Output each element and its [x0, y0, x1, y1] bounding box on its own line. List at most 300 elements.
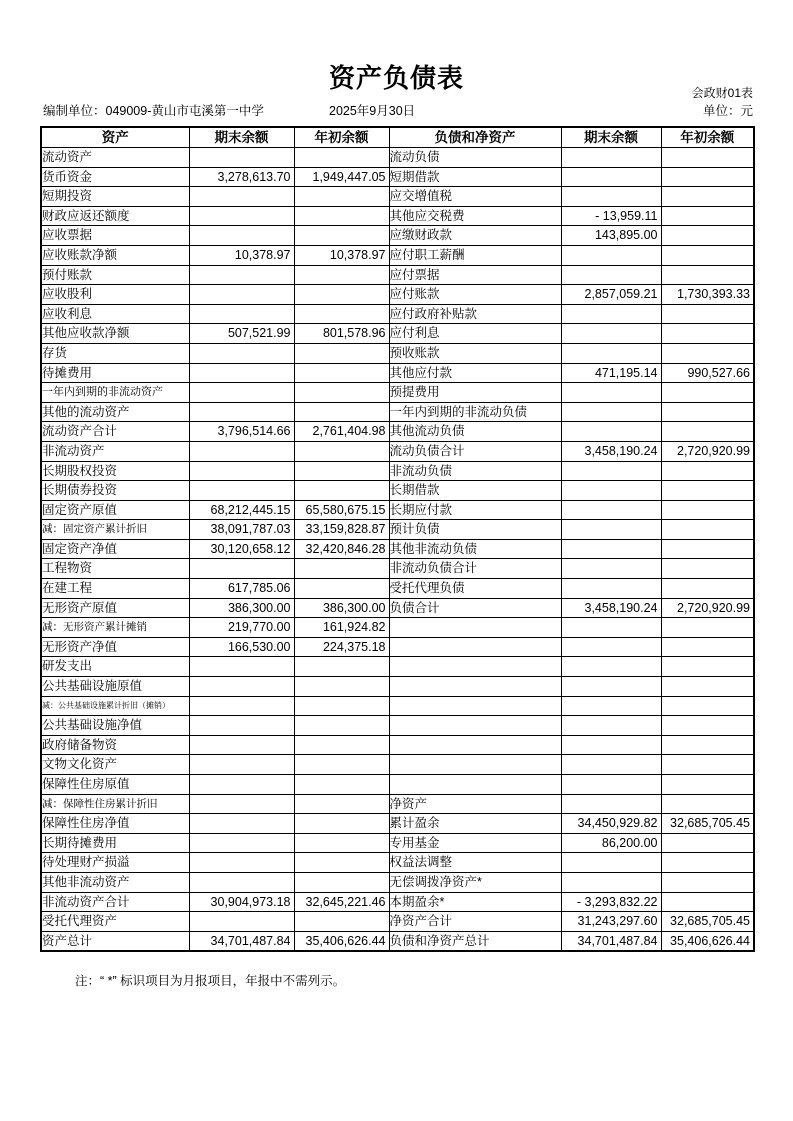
- liability-ending-balance: [561, 500, 661, 520]
- table-row: [41, 148, 754, 168]
- table-row: [41, 579, 754, 599]
- liability-beginning-balance: [661, 872, 754, 892]
- asset-item-label: 减：无形资产累计摊销: [41, 618, 189, 638]
- liability-beginning-balance: [661, 343, 754, 363]
- asset-beginning-balance: [294, 559, 389, 579]
- asset-ending-balance: [189, 559, 294, 579]
- liability-item-label: 预提费用: [389, 383, 561, 403]
- liability-ending-balance: [561, 461, 661, 481]
- asset-beginning-balance: [294, 206, 389, 226]
- liability-item-label: 流动负债: [389, 148, 561, 168]
- liability-item-label: 负债合计: [389, 598, 561, 618]
- liability-beginning-balance: 2,720,920.99: [661, 441, 754, 461]
- asset-ending-balance: [189, 775, 294, 795]
- liability-item-label: [389, 618, 561, 638]
- asset-beginning-balance: 386,300.00: [294, 598, 389, 618]
- liability-item-label: [389, 696, 561, 716]
- asset-ending-balance: [189, 187, 294, 207]
- table-row: [41, 931, 754, 951]
- liability-item-label: 应付职工薪酬: [389, 245, 561, 265]
- page-title: 资产负债表: [328, 63, 464, 93]
- asset-item-label: 预付账款: [41, 265, 189, 285]
- asset-item-label: 受托代理资产: [41, 912, 189, 932]
- liability-beginning-balance: [661, 637, 754, 657]
- asset-item-label: 存货: [41, 343, 189, 363]
- asset-ending-balance: [189, 716, 294, 736]
- liability-ending-balance: [561, 304, 661, 324]
- liability-ending-balance: 34,450,929.82: [561, 814, 661, 834]
- liability-item-label: 应付政府补贴款: [389, 304, 561, 324]
- table-header-row: [41, 127, 754, 148]
- liability-item-label: 长期借款: [389, 481, 561, 501]
- liability-item-label: 净资产合计: [389, 912, 561, 932]
- asset-beginning-balance: [294, 716, 389, 736]
- liability-ending-balance: - 13,959.11: [561, 206, 661, 226]
- liability-beginning-balance: [661, 226, 754, 246]
- asset-ending-balance: 3,796,514.66: [189, 422, 294, 442]
- unit-label: 单位：元: [702, 104, 753, 118]
- asset-ending-balance: 10,378.97: [189, 245, 294, 265]
- asset-beginning-balance: 1,949,447.05: [294, 167, 389, 187]
- asset-beginning-balance: [294, 383, 389, 403]
- liability-item-label: 短期借款: [389, 167, 561, 187]
- asset-item-label: 长期股权投资: [41, 461, 189, 481]
- table-row: [41, 892, 754, 912]
- asset-item-label: 流动资产合计: [41, 422, 189, 442]
- asset-item-label: 流动资产: [41, 148, 189, 168]
- table-row: [41, 245, 754, 265]
- liability-beginning-balance: [661, 559, 754, 579]
- liability-item-label: [389, 716, 561, 736]
- asset-ending-balance: 38,091,787.03: [189, 520, 294, 540]
- asset-ending-balance: [189, 814, 294, 834]
- liability-beginning-balance: [661, 833, 754, 853]
- liability-beginning-balance: [661, 206, 754, 226]
- liability-beginning-balance: 2,720,920.99: [661, 598, 754, 618]
- table-row: [41, 755, 754, 775]
- prepared-by: 编制单位：049009-黄山市屯溪第一中学: [43, 104, 264, 118]
- asset-item-label: 短期投资: [41, 187, 189, 207]
- asset-ending-balance: [189, 657, 294, 677]
- table-row: [41, 461, 754, 481]
- asset-item-label: 非流动资产: [41, 441, 189, 461]
- liability-item-label: 权益法调整: [389, 853, 561, 873]
- asset-ending-balance: 507,521.99: [189, 324, 294, 344]
- liability-beginning-balance: [661, 245, 754, 265]
- liability-beginning-balance: [661, 794, 754, 814]
- asset-item-label: 资产总计: [41, 931, 189, 951]
- liability-beginning-balance: [661, 422, 754, 442]
- asset-item-label: 文物文化资产: [41, 755, 189, 775]
- liability-item-label: 负债和净资产总计: [389, 931, 561, 951]
- column-header-assets-beginning-balance: 年初余额: [294, 127, 389, 148]
- liability-item-label: 其他应交税费: [389, 206, 561, 226]
- asset-ending-balance: [189, 833, 294, 853]
- table-row: [41, 520, 754, 540]
- asset-item-label: 工程物资: [41, 559, 189, 579]
- liability-item-label: 累计盈余: [389, 814, 561, 834]
- liability-item-label: 非流动负债合计: [389, 559, 561, 579]
- table-row: [41, 677, 754, 697]
- table-row: [41, 500, 754, 520]
- liability-item-label: [389, 755, 561, 775]
- asset-beginning-balance: [294, 343, 389, 363]
- asset-ending-balance: [189, 872, 294, 892]
- liability-ending-balance: [561, 696, 661, 716]
- asset-ending-balance: 30,904,973.18: [189, 892, 294, 912]
- table-row: [41, 814, 754, 834]
- liability-ending-balance: [561, 618, 661, 638]
- asset-item-label: 公共基础设施原值: [41, 677, 189, 697]
- asset-beginning-balance: [294, 775, 389, 795]
- liability-ending-balance: [561, 735, 661, 755]
- liability-beginning-balance: [661, 520, 754, 540]
- liability-beginning-balance: [661, 402, 754, 422]
- liability-ending-balance: - 3,293,832.22: [561, 892, 661, 912]
- liability-item-label: 应交增值税: [389, 187, 561, 207]
- asset-ending-balance: [189, 206, 294, 226]
- asset-ending-balance: 68,212,445.15: [189, 500, 294, 520]
- liability-ending-balance: [561, 265, 661, 285]
- liability-ending-balance: 3,458,190.24: [561, 598, 661, 618]
- asset-ending-balance: [189, 402, 294, 422]
- liability-ending-balance: [561, 794, 661, 814]
- asset-ending-balance: 386,300.00: [189, 598, 294, 618]
- liability-ending-balance: 86,200.00: [561, 833, 661, 853]
- asset-beginning-balance: [294, 148, 389, 168]
- liability-item-label: 应缴财政款: [389, 226, 561, 246]
- asset-item-label: 长期待摊费用: [41, 833, 189, 853]
- asset-beginning-balance: [294, 481, 389, 501]
- liability-ending-balance: 143,895.00: [561, 226, 661, 246]
- liability-ending-balance: [561, 853, 661, 873]
- liability-ending-balance: [561, 187, 661, 207]
- liability-beginning-balance: 32,685,705.45: [661, 814, 754, 834]
- asset-beginning-balance: 35,406,626.44: [294, 931, 389, 951]
- liability-beginning-balance: [661, 579, 754, 599]
- table-row: [41, 696, 754, 716]
- asset-item-label: 减：保障性住房累计折旧: [41, 794, 189, 814]
- asset-ending-balance: 34,701,487.84: [189, 931, 294, 951]
- liability-ending-balance: 471,195.14: [561, 363, 661, 383]
- asset-ending-balance: 166,530.00: [189, 637, 294, 657]
- asset-item-label: 应收股利: [41, 285, 189, 305]
- liability-beginning-balance: 990,527.66: [661, 363, 754, 383]
- asset-beginning-balance: [294, 363, 389, 383]
- liability-ending-balance: [561, 775, 661, 795]
- liability-beginning-balance: 35,406,626.44: [661, 931, 754, 951]
- footnote: 注：“ *” 标识项目为月报项目，年报中不需列示。: [75, 974, 346, 988]
- liability-ending-balance: [561, 383, 661, 403]
- liability-ending-balance: [561, 402, 661, 422]
- asset-beginning-balance: [294, 304, 389, 324]
- asset-item-label: 其他应收款净额: [41, 324, 189, 344]
- table-row: [41, 775, 754, 795]
- asset-beginning-balance: [294, 853, 389, 873]
- balance-sheet-table: [40, 126, 755, 952]
- table-row: [41, 422, 754, 442]
- liability-beginning-balance: [661, 735, 754, 755]
- asset-ending-balance: [189, 363, 294, 383]
- liability-beginning-balance: [661, 461, 754, 481]
- asset-beginning-balance: [294, 696, 389, 716]
- liability-ending-balance: [561, 579, 661, 599]
- asset-ending-balance: [189, 755, 294, 775]
- asset-beginning-balance: 10,378.97: [294, 245, 389, 265]
- asset-item-label: 研发支出: [41, 657, 189, 677]
- asset-beginning-balance: [294, 226, 389, 246]
- table-row: [41, 794, 754, 814]
- asset-beginning-balance: 32,645,221.46: [294, 892, 389, 912]
- asset-ending-balance: [189, 794, 294, 814]
- asset-ending-balance: 617,785.06: [189, 579, 294, 599]
- liability-beginning-balance: [661, 892, 754, 912]
- asset-ending-balance: [189, 853, 294, 873]
- table-row: [41, 598, 754, 618]
- table-row: [41, 265, 754, 285]
- liability-item-label: 其他应付款: [389, 363, 561, 383]
- liability-ending-balance: [561, 637, 661, 657]
- asset-item-label: 无形资产原值: [41, 598, 189, 618]
- liability-item-label: 长期应付款: [389, 500, 561, 520]
- liability-beginning-balance: [661, 618, 754, 638]
- liability-item-label: 净资产: [389, 794, 561, 814]
- asset-beginning-balance: [294, 677, 389, 697]
- liability-beginning-balance: [661, 500, 754, 520]
- asset-beginning-balance: [294, 735, 389, 755]
- liability-ending-balance: [561, 324, 661, 344]
- table-row: [41, 618, 754, 638]
- column-header-liabilities-beginning-balance: 年初余额: [661, 127, 754, 148]
- asset-item-label: 应收利息: [41, 304, 189, 324]
- liability-item-label: 专用基金: [389, 833, 561, 853]
- asset-beginning-balance: [294, 579, 389, 599]
- liability-beginning-balance: [661, 696, 754, 716]
- liability-beginning-balance: 1,730,393.33: [661, 285, 754, 305]
- asset-beginning-balance: 32,420,846.28: [294, 539, 389, 559]
- asset-beginning-balance: 65,580,675.15: [294, 500, 389, 520]
- liability-beginning-balance: [661, 187, 754, 207]
- asset-ending-balance: [189, 148, 294, 168]
- asset-beginning-balance: 224,375.18: [294, 637, 389, 657]
- asset-ending-balance: [189, 481, 294, 501]
- liability-beginning-balance: [661, 324, 754, 344]
- asset-item-label: 无形资产净值: [41, 637, 189, 657]
- asset-item-label: 非流动资产合计: [41, 892, 189, 912]
- asset-beginning-balance: [294, 441, 389, 461]
- liability-beginning-balance: 32,685,705.45: [661, 912, 754, 932]
- asset-ending-balance: 219,770.00: [189, 618, 294, 638]
- asset-ending-balance: [189, 285, 294, 305]
- liability-beginning-balance: [661, 677, 754, 697]
- asset-beginning-balance: 2,761,404.98: [294, 422, 389, 442]
- table-row: [41, 657, 754, 677]
- balance-sheet-body: [41, 148, 754, 952]
- liability-ending-balance: [561, 677, 661, 697]
- asset-item-label: 长期债券投资: [41, 481, 189, 501]
- liability-ending-balance: [561, 716, 661, 736]
- asset-beginning-balance: [294, 402, 389, 422]
- column-header-liabilities-net-assets: 负债和净资产: [389, 127, 561, 148]
- asset-ending-balance: [189, 441, 294, 461]
- liability-item-label: 应付账款: [389, 285, 561, 305]
- table-row: [41, 912, 754, 932]
- liability-item-label: 非流动负债: [389, 461, 561, 481]
- liability-beginning-balance: [661, 265, 754, 285]
- liability-beginning-balance: [661, 539, 754, 559]
- table-row: [41, 343, 754, 363]
- liability-item-label: 一年内到期的非流动负债: [389, 402, 561, 422]
- liability-ending-balance: 2,857,059.21: [561, 285, 661, 305]
- asset-item-label: 减：固定资产累计折旧: [41, 520, 189, 540]
- liability-item-label: [389, 735, 561, 755]
- liability-beginning-balance: [661, 148, 754, 168]
- liability-item-label: [389, 657, 561, 677]
- column-header-assets: 资产: [41, 127, 189, 148]
- liability-ending-balance: [561, 755, 661, 775]
- table-row: [41, 383, 754, 403]
- asset-beginning-balance: [294, 285, 389, 305]
- asset-ending-balance: [189, 735, 294, 755]
- asset-item-label: 财政应返还额度: [41, 206, 189, 226]
- asset-ending-balance: [189, 343, 294, 363]
- liability-ending-balance: [561, 148, 661, 168]
- asset-item-label: 应收票据: [41, 226, 189, 246]
- liability-ending-balance: 31,243,297.60: [561, 912, 661, 932]
- asset-item-label: 待处理财产损溢: [41, 853, 189, 873]
- table-row: [41, 226, 754, 246]
- liability-ending-balance: [561, 539, 661, 559]
- asset-beginning-balance: [294, 872, 389, 892]
- asset-item-label: 其他的流动资产: [41, 402, 189, 422]
- asset-ending-balance: [189, 677, 294, 697]
- asset-ending-balance: [189, 265, 294, 285]
- table-row: [41, 735, 754, 755]
- asset-ending-balance: [189, 383, 294, 403]
- asset-item-label: 减：公共基础设施累计折旧（摊销）: [41, 696, 189, 716]
- asset-item-label: 待摊费用: [41, 363, 189, 383]
- liability-item-label: 应付票据: [389, 265, 561, 285]
- column-header-liabilities-ending-balance: 期末余额: [561, 127, 661, 148]
- asset-item-label: 一年内到期的非流动资产: [41, 383, 189, 403]
- liability-item-label: 预收账款: [389, 343, 561, 363]
- asset-beginning-balance: [294, 912, 389, 932]
- table-row: [41, 402, 754, 422]
- liability-item-label: [389, 677, 561, 697]
- table-row: [41, 363, 754, 383]
- liability-beginning-balance: [661, 775, 754, 795]
- asset-beginning-balance: 161,924.82: [294, 618, 389, 638]
- liability-item-label: 预计负债: [389, 520, 561, 540]
- table-row: [41, 716, 754, 736]
- table-row: [41, 559, 754, 579]
- asset-beginning-balance: [294, 814, 389, 834]
- column-header-assets-ending-balance: 期末余额: [189, 127, 294, 148]
- liability-ending-balance: [561, 520, 661, 540]
- asset-ending-balance: 3,278,613.70: [189, 167, 294, 187]
- asset-beginning-balance: 33,159,828.87: [294, 520, 389, 540]
- liability-beginning-balance: [661, 304, 754, 324]
- liability-ending-balance: [561, 167, 661, 187]
- liability-item-label: 本期盈余*: [389, 892, 561, 912]
- liability-ending-balance: [561, 872, 661, 892]
- liability-item-label: 应付利息: [389, 324, 561, 344]
- liability-item-label: [389, 637, 561, 657]
- table-row: [41, 285, 754, 305]
- asset-beginning-balance: [294, 755, 389, 775]
- report-date: 2025年9月30日: [329, 104, 416, 118]
- table-row: [41, 304, 754, 324]
- asset-ending-balance: [189, 304, 294, 324]
- balance-sheet-page: [40, 0, 753, 1121]
- liability-item-label: 其他流动负债: [389, 422, 561, 442]
- liability-beginning-balance: [661, 716, 754, 736]
- liability-beginning-balance: [661, 383, 754, 403]
- asset-item-label: 固定资产净值: [41, 539, 189, 559]
- asset-item-label: 在建工程: [41, 579, 189, 599]
- liability-ending-balance: [561, 481, 661, 501]
- asset-item-label: 应收账款净额: [41, 245, 189, 265]
- liability-ending-balance: [561, 245, 661, 265]
- liability-item-label: 其他非流动负债: [389, 539, 561, 559]
- asset-beginning-balance: [294, 461, 389, 481]
- table-row: [41, 539, 754, 559]
- asset-item-label: 货币资金: [41, 167, 189, 187]
- asset-ending-balance: [189, 696, 294, 716]
- table-row: [41, 853, 754, 873]
- asset-ending-balance: 30,120,658.12: [189, 539, 294, 559]
- liability-item-label: 受托代理负债: [389, 579, 561, 599]
- asset-item-label: 保障性住房原值: [41, 775, 189, 795]
- asset-item-label: 固定资产原值: [41, 500, 189, 520]
- table-row: [41, 833, 754, 853]
- table-row: [41, 872, 754, 892]
- table-row: [41, 206, 754, 226]
- liability-beginning-balance: [661, 657, 754, 677]
- asset-beginning-balance: [294, 265, 389, 285]
- table-row: [41, 481, 754, 501]
- liability-beginning-balance: [661, 755, 754, 775]
- asset-item-label: 其他非流动资产: [41, 872, 189, 892]
- asset-ending-balance: [189, 461, 294, 481]
- liability-beginning-balance: [661, 167, 754, 187]
- table-row: [41, 441, 754, 461]
- liability-item-label: 流动负债合计: [389, 441, 561, 461]
- liability-beginning-balance: [661, 481, 754, 501]
- table-row: [41, 167, 754, 187]
- asset-beginning-balance: [294, 794, 389, 814]
- liability-ending-balance: [561, 559, 661, 579]
- asset-item-label: 保障性住房净值: [41, 814, 189, 834]
- asset-item-label: 政府储备物资: [41, 735, 189, 755]
- asset-beginning-balance: 801,578.96: [294, 324, 389, 344]
- liability-ending-balance: [561, 422, 661, 442]
- liability-item-label: [389, 775, 561, 795]
- form-code: 会政财01表: [691, 86, 753, 100]
- liability-item-label: 无偿调拨净资产*: [389, 872, 561, 892]
- table-row: [41, 187, 754, 207]
- asset-ending-balance: [189, 226, 294, 246]
- liability-ending-balance: 3,458,190.24: [561, 441, 661, 461]
- liability-ending-balance: 34,701,487.84: [561, 931, 661, 951]
- asset-beginning-balance: [294, 657, 389, 677]
- asset-beginning-balance: [294, 187, 389, 207]
- asset-beginning-balance: [294, 833, 389, 853]
- table-row: [41, 637, 754, 657]
- liability-ending-balance: [561, 343, 661, 363]
- asset-item-label: 公共基础设施净值: [41, 716, 189, 736]
- table-row: [41, 324, 754, 344]
